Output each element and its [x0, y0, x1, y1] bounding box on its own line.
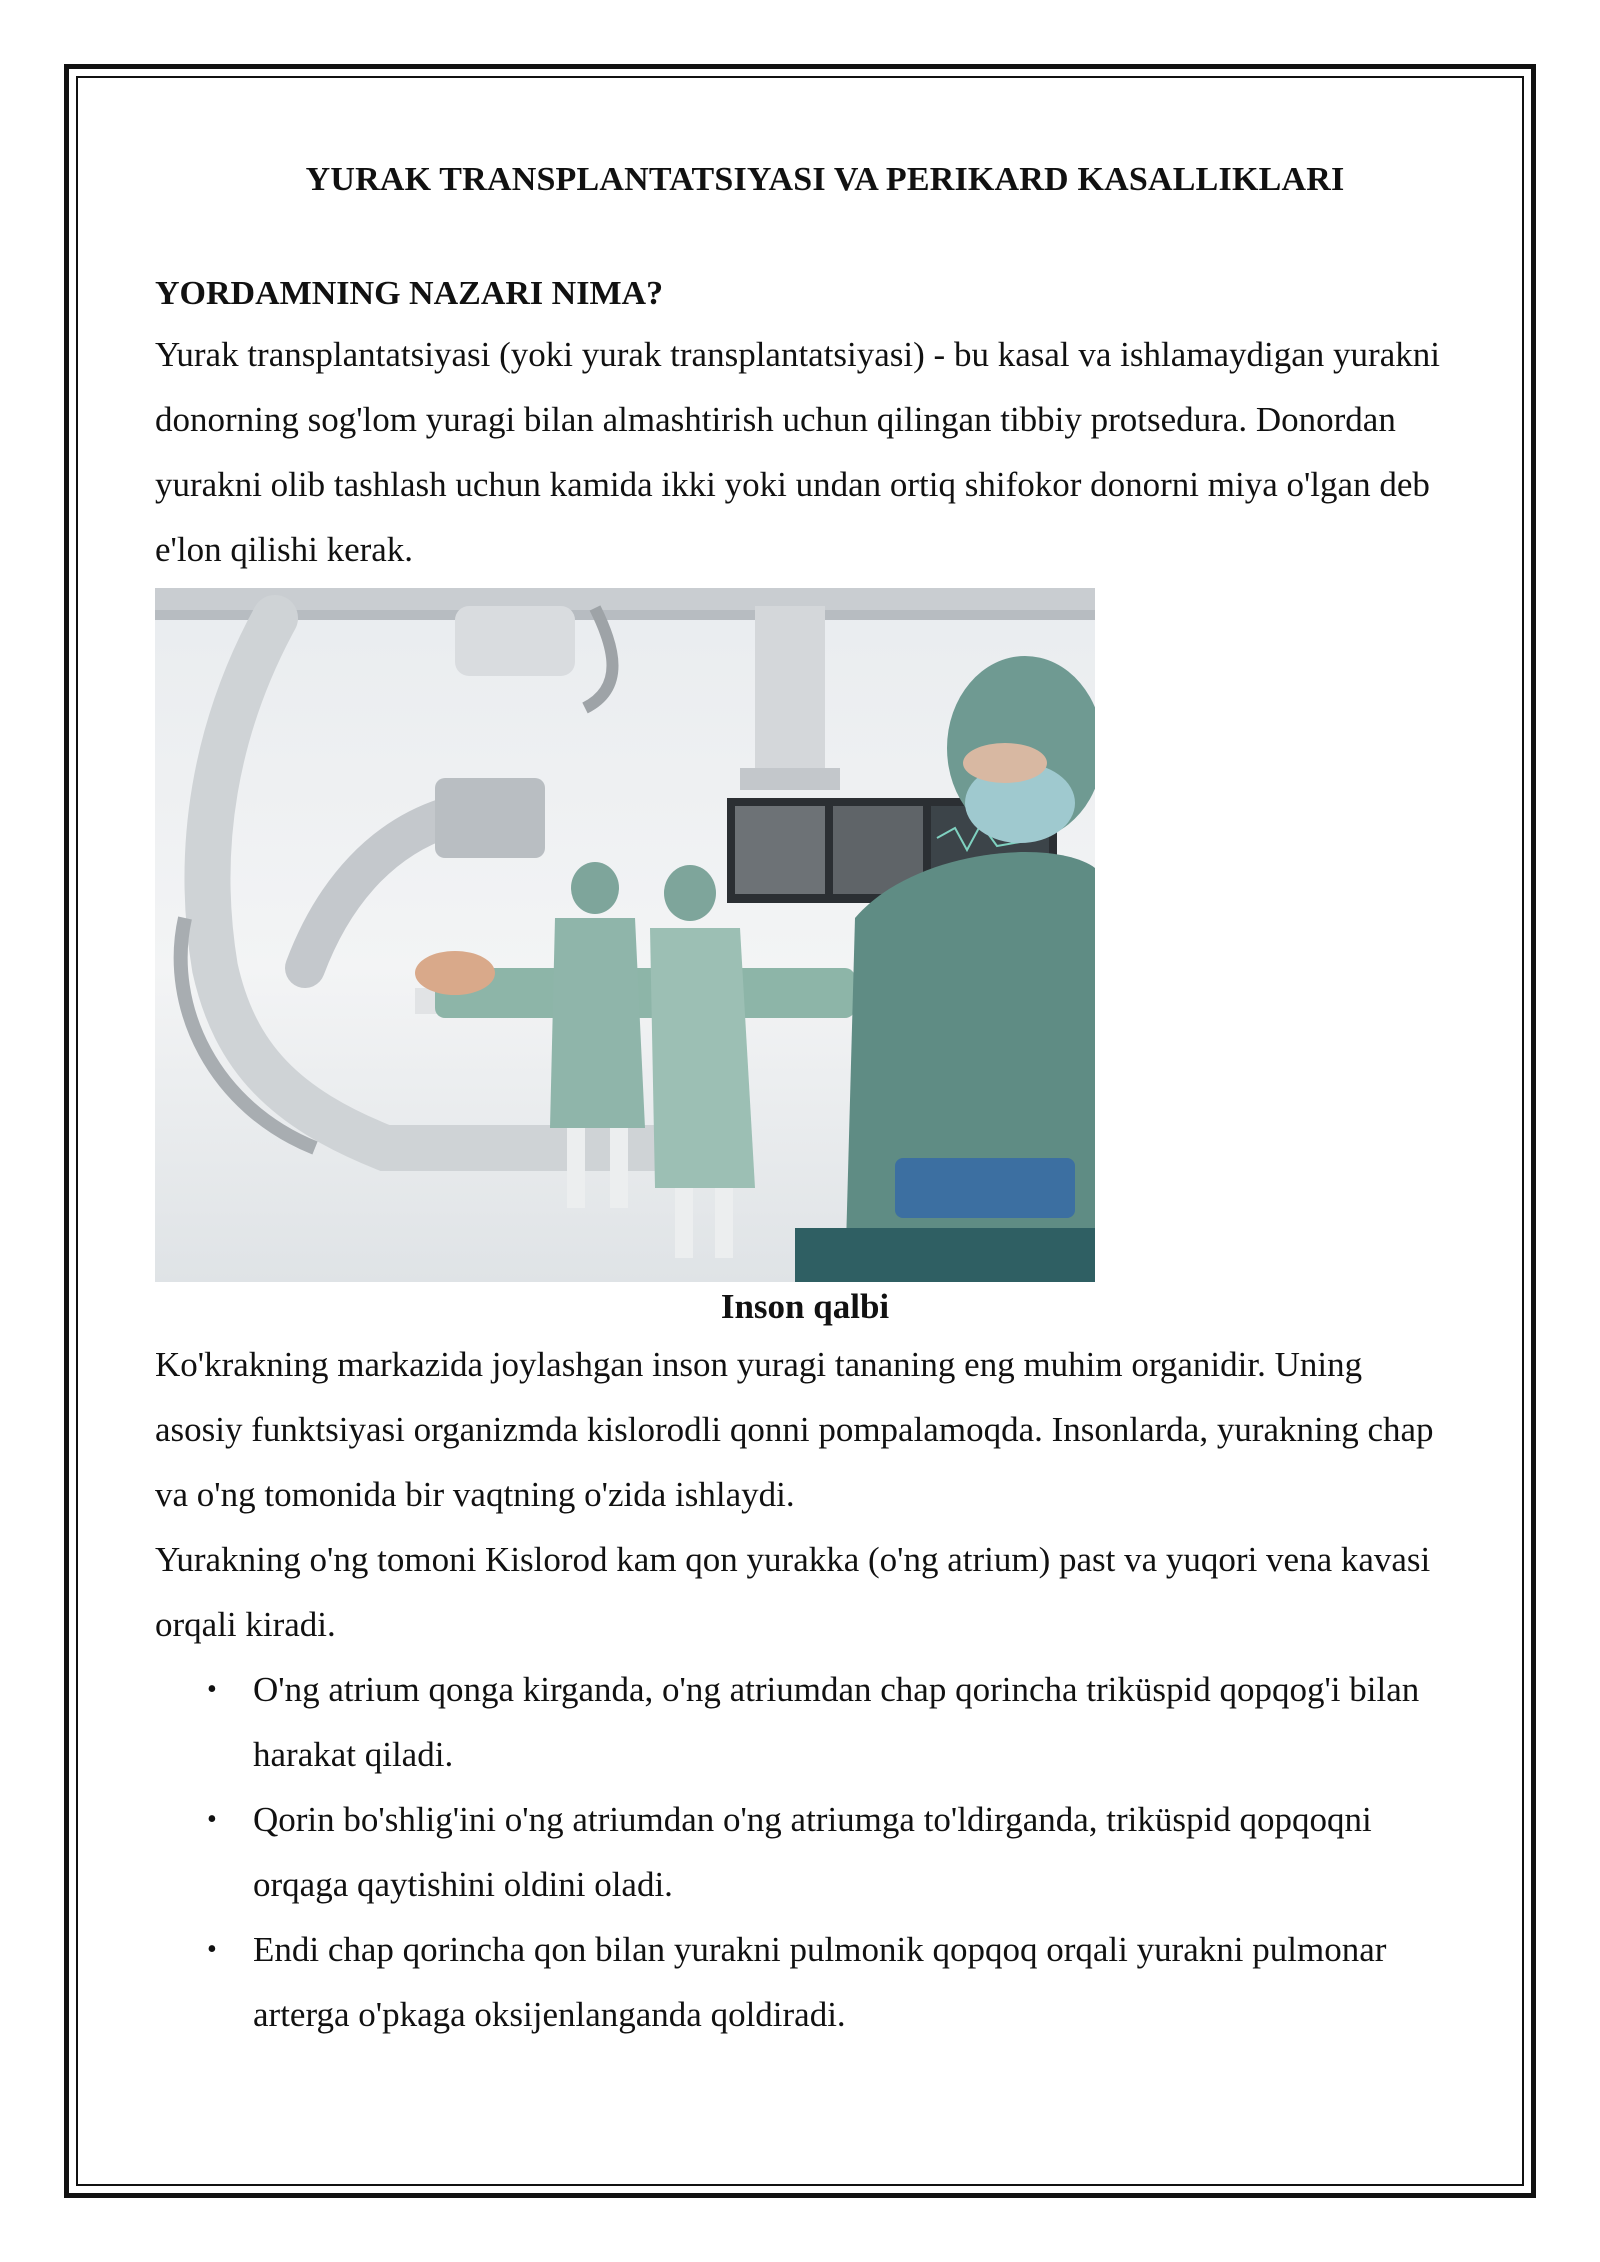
paragraph-2: Yurakning o'ng tomoni Kislorod kam qon yurakka (o'ng atrium) past va yuqori vena kavasi orqali kiradi.	[155, 1540, 1431, 1644]
bullet-icon: •	[207, 1934, 217, 1965]
list-item: • O'ng atrium qonga kirganda, o'ng atriumdan chap qorincha triküspid qopqog'i bilan harakat qiladi.	[253, 1657, 1455, 1787]
list-item: • Endi chap qorincha qon bilan yurakni pulmonik qopqoq orqali yurakni pulmonar arterga o'pkaga oksijenlanganda qoldiradi.	[253, 1917, 1455, 2047]
list-item: • Qorin bo'shlig'ini o'ng atriumdan o'ng atriumga to'ldirganda, triküspid qopqoqni orqaga qaytishini oldini oladi.	[253, 1787, 1455, 1917]
bullet-list	[155, 1657, 1455, 2047]
operating-room-photo	[155, 588, 1095, 1282]
paragraph-1: Ko'krakning markazida joylashgan inson yuragi tananing eng muhim organidir. Uning asosiy funktsiyasi organizmda kislorodli qonni pompalamoqda. Insonlarda, yurakning chap va o'ng tomonida bir vaqtning o'zida ishlaydi.	[155, 1345, 1434, 1514]
bullet-icon: •	[207, 1804, 217, 1835]
document-body	[155, 150, 1455, 2047]
bullet-icon: •	[207, 1674, 217, 1705]
section-heading: YORDAMNING NAZARI NIMA?	[155, 275, 664, 312]
intro-paragraph: Yurak transplantatsiyasi (yoki yurak transplantatsiyasi) - bu kasal va ishlamaydigan yurakni donorning sog'lom yuragi bilan almashtirish uchun qilingan tibbiy protsedura. Donordan yurakni olib tashlash uchun kamida ikki yoki undan ortiq shifokor donorni miya o'lgan deb e'lon qilishi kerak.	[155, 335, 1440, 569]
document-title: YURAK TRANSPLANTATSIYASI VA PERIKARD KASALLIKLARI	[305, 161, 1345, 198]
photo-caption: Inson qalbi	[720, 1287, 890, 1326]
